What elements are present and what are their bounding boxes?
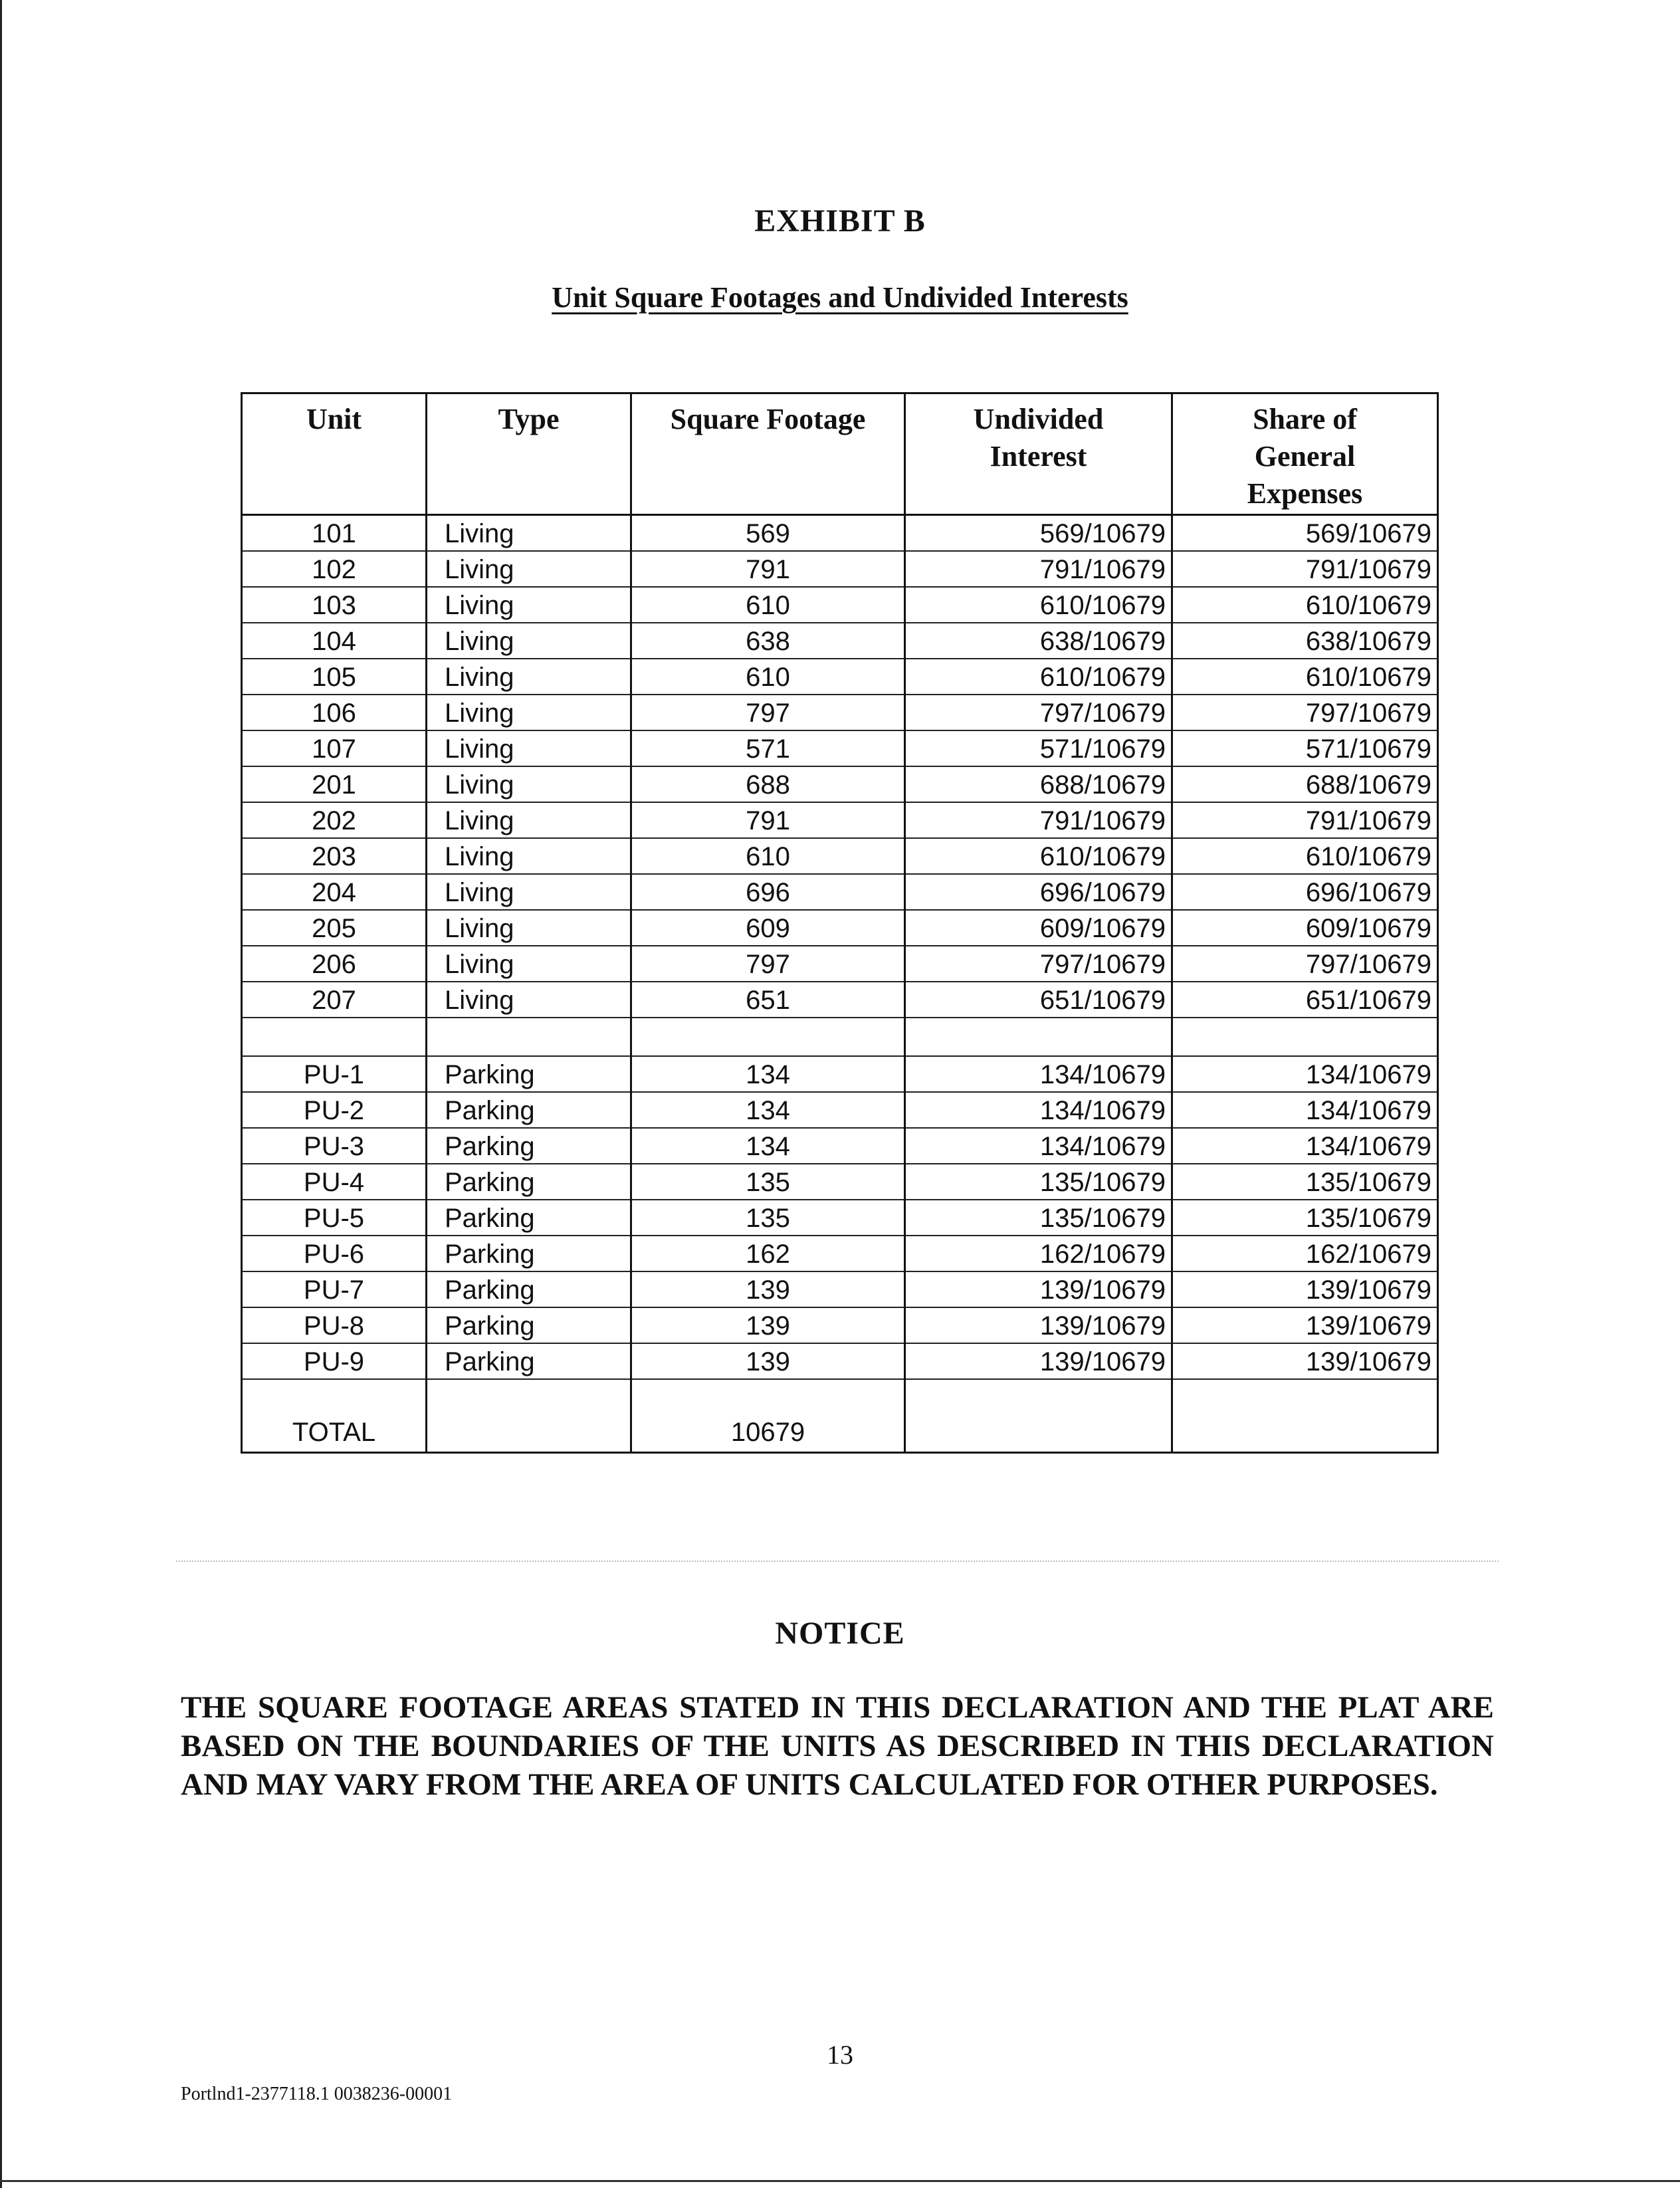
table-row xyxy=(242,982,1438,1018)
share-cell: 797/10679 xyxy=(1172,946,1438,982)
table-header-row xyxy=(242,393,1438,515)
share-cell: 135/10679 xyxy=(1172,1164,1438,1200)
type-cell: Parking xyxy=(427,1236,631,1271)
unit-cell: 102 xyxy=(242,551,427,587)
share-cell: 791/10679 xyxy=(1172,802,1438,838)
table-row xyxy=(242,695,1438,730)
header-square-footage: Square Footage xyxy=(631,393,905,515)
table-row xyxy=(242,587,1438,623)
unit-cell: PU-6 xyxy=(242,1236,427,1271)
unit-cell: 206 xyxy=(242,946,427,982)
unit-cell: PU-5 xyxy=(242,1200,427,1236)
table-row xyxy=(242,1056,1438,1092)
table-row xyxy=(242,623,1438,659)
total-body xyxy=(242,1379,1438,1453)
sqft-cell: 571 xyxy=(631,730,905,766)
interest-cell: 134/10679 xyxy=(905,1128,1172,1164)
type-cell: Living xyxy=(427,802,631,838)
unit-cell: PU-8 xyxy=(242,1307,427,1343)
table-row xyxy=(242,1164,1438,1200)
notice-text: THE SQUARE FOOTAGE AREAS STATED IN THIS DECLARATION AND THE PLAT ARE BASED ON THE BOUNDARIES OF THE UNITS AS DESCRIBED IN THIS DECLARATION AND MAY VARY FROM THE AREA OF UNITS CALCULATED FOR OTHER PURPOSES. xyxy=(181,1690,1494,1802)
sqft-cell: 569 xyxy=(631,515,905,552)
interest-cell: 688/10679 xyxy=(905,766,1172,802)
unit-cell: 204 xyxy=(242,874,427,910)
header-undivided-line1: Undivided xyxy=(973,403,1104,435)
unit-cell: PU-4 xyxy=(242,1164,427,1200)
interest-cell: 134/10679 xyxy=(905,1092,1172,1128)
interest-cell: 638/10679 xyxy=(905,623,1172,659)
unit-cell: 205 xyxy=(242,910,427,946)
type-cell: Parking xyxy=(427,1271,631,1307)
share-cell: 139/10679 xyxy=(1172,1307,1438,1343)
header-undivided-interest xyxy=(905,393,1172,515)
notice-title: NOTICE xyxy=(775,1616,905,1651)
share-cell: 134/10679 xyxy=(1172,1056,1438,1092)
table-row xyxy=(242,874,1438,910)
sqft-cell: 134 xyxy=(631,1056,905,1092)
share-cell: 791/10679 xyxy=(1172,551,1438,587)
interest-cell: 696/10679 xyxy=(905,874,1172,910)
type-cell: Living xyxy=(427,695,631,730)
sqft-cell: 139 xyxy=(631,1271,905,1307)
unit-cell: 202 xyxy=(242,802,427,838)
table-row xyxy=(242,1343,1438,1379)
type-cell: Living xyxy=(427,551,631,587)
type-cell: Living xyxy=(427,659,631,695)
gap-row xyxy=(242,1018,1438,1056)
share-cell: 569/10679 xyxy=(1172,515,1438,552)
sqft-cell: 135 xyxy=(631,1200,905,1236)
type-cell: Living xyxy=(427,982,631,1018)
sqft-cell: 162 xyxy=(631,1236,905,1271)
units-table xyxy=(241,392,1439,1454)
header-share-line2: General xyxy=(1254,440,1356,473)
type-cell: Living xyxy=(427,515,631,552)
divider-rule xyxy=(176,1561,1499,1562)
scan-edge-bottom xyxy=(0,2180,1680,2182)
interest-cell: 569/10679 xyxy=(905,515,1172,552)
sqft-cell: 688 xyxy=(631,766,905,802)
scan-edge-left xyxy=(0,0,2,2188)
type-cell: Living xyxy=(427,623,631,659)
type-cell: Living xyxy=(427,910,631,946)
interest-cell: 797/10679 xyxy=(905,946,1172,982)
interest-cell: 797/10679 xyxy=(905,695,1172,730)
interest-cell: 651/10679 xyxy=(905,982,1172,1018)
interest-cell: 139/10679 xyxy=(905,1343,1172,1379)
unit-cell: PU-7 xyxy=(242,1271,427,1307)
unit-cell: 105 xyxy=(242,659,427,695)
unit-cell: 104 xyxy=(242,623,427,659)
table-row xyxy=(242,766,1438,802)
table-row xyxy=(242,838,1438,874)
interest-cell: 610/10679 xyxy=(905,838,1172,874)
living-units-body xyxy=(242,515,1438,1018)
total-type-empty xyxy=(427,1379,631,1453)
interest-cell: 610/10679 xyxy=(905,659,1172,695)
table-row xyxy=(242,1128,1438,1164)
share-cell: 651/10679 xyxy=(1172,982,1438,1018)
table-row xyxy=(242,802,1438,838)
table-row xyxy=(242,1236,1438,1271)
type-cell: Living xyxy=(427,766,631,802)
share-cell: 610/10679 xyxy=(1172,659,1438,695)
table-row xyxy=(242,1271,1438,1307)
total-share-empty xyxy=(1172,1379,1438,1453)
sqft-cell: 797 xyxy=(631,946,905,982)
header-share-line3: Expenses xyxy=(1247,477,1363,510)
sqft-cell: 696 xyxy=(631,874,905,910)
sqft-cell: 610 xyxy=(631,587,905,623)
type-cell: Parking xyxy=(427,1092,631,1128)
table-row xyxy=(242,910,1438,946)
unit-cell: 203 xyxy=(242,838,427,874)
section-gap xyxy=(242,1018,1438,1056)
interest-cell: 135/10679 xyxy=(905,1164,1172,1200)
share-cell: 134/10679 xyxy=(1172,1128,1438,1164)
type-cell: Parking xyxy=(427,1200,631,1236)
table-row xyxy=(242,515,1438,552)
type-cell: Parking xyxy=(427,1307,631,1343)
unit-cell: 207 xyxy=(242,982,427,1018)
sqft-cell: 651 xyxy=(631,982,905,1018)
table-row xyxy=(242,551,1438,587)
sqft-cell: 791 xyxy=(631,551,905,587)
unit-cell: PU-3 xyxy=(242,1128,427,1164)
interest-cell: 571/10679 xyxy=(905,730,1172,766)
share-cell: 139/10679 xyxy=(1172,1271,1438,1307)
type-cell: Parking xyxy=(427,1128,631,1164)
table-row xyxy=(242,659,1438,695)
interest-cell: 139/10679 xyxy=(905,1307,1172,1343)
unit-cell: 107 xyxy=(242,730,427,766)
total-label: TOTAL xyxy=(242,1379,427,1453)
type-cell: Parking xyxy=(427,1343,631,1379)
page-number: 13 xyxy=(827,2040,853,2070)
header-type: Type xyxy=(427,393,631,515)
table-row xyxy=(242,730,1438,766)
type-cell: Living xyxy=(427,730,631,766)
exhibit-title: EXHIBIT B xyxy=(754,203,926,239)
sqft-cell: 139 xyxy=(631,1307,905,1343)
table-row xyxy=(242,1092,1438,1128)
share-cell: 609/10679 xyxy=(1172,910,1438,946)
sqft-cell: 610 xyxy=(631,838,905,874)
interest-cell: 135/10679 xyxy=(905,1200,1172,1236)
sqft-cell: 791 xyxy=(631,802,905,838)
interest-cell: 791/10679 xyxy=(905,551,1172,587)
total-row xyxy=(242,1379,1438,1453)
unit-cell: PU-1 xyxy=(242,1056,427,1092)
type-cell: Parking xyxy=(427,1164,631,1200)
sqft-cell: 134 xyxy=(631,1128,905,1164)
sqft-cell: 797 xyxy=(631,695,905,730)
sqft-cell: 135 xyxy=(631,1164,905,1200)
share-cell: 135/10679 xyxy=(1172,1200,1438,1236)
total-sqft: 10679 xyxy=(631,1379,905,1453)
unit-cell: PU-9 xyxy=(242,1343,427,1379)
sqft-cell: 139 xyxy=(631,1343,905,1379)
share-cell: 162/10679 xyxy=(1172,1236,1438,1271)
exhibit-subtitle xyxy=(0,280,1680,314)
interest-cell: 134/10679 xyxy=(905,1056,1172,1092)
share-cell: 134/10679 xyxy=(1172,1092,1438,1128)
parking-units-body xyxy=(242,1056,1438,1379)
type-cell: Living xyxy=(427,838,631,874)
share-cell: 610/10679 xyxy=(1172,838,1438,874)
interest-cell: 162/10679 xyxy=(905,1236,1172,1271)
type-cell: Living xyxy=(427,946,631,982)
unit-cell: 103 xyxy=(242,587,427,623)
sqft-cell: 134 xyxy=(631,1092,905,1128)
header-unit: Unit xyxy=(242,393,427,515)
sqft-cell: 610 xyxy=(631,659,905,695)
table-row xyxy=(242,1307,1438,1343)
header-share-line1: Share of xyxy=(1253,403,1357,435)
unit-cell: 101 xyxy=(242,515,427,552)
interest-cell: 791/10679 xyxy=(905,802,1172,838)
header-share-of-general-expenses xyxy=(1172,393,1438,515)
share-cell: 638/10679 xyxy=(1172,623,1438,659)
interest-cell: 139/10679 xyxy=(905,1271,1172,1307)
sqft-cell: 609 xyxy=(631,910,905,946)
type-cell: Parking xyxy=(427,1056,631,1092)
total-interest-empty xyxy=(905,1379,1172,1453)
share-cell: 139/10679 xyxy=(1172,1343,1438,1379)
header-undivided-line2: Interest xyxy=(990,440,1087,473)
interest-cell: 609/10679 xyxy=(905,910,1172,946)
unit-cell: PU-2 xyxy=(242,1092,427,1128)
exhibit-subtitle-text: Unit Square Footages and Undivided Interests xyxy=(552,281,1128,314)
table-row xyxy=(242,946,1438,982)
type-cell: Living xyxy=(427,587,631,623)
sqft-cell: 638 xyxy=(631,623,905,659)
share-cell: 696/10679 xyxy=(1172,874,1438,910)
interest-cell: 610/10679 xyxy=(905,587,1172,623)
table-row xyxy=(242,1200,1438,1236)
unit-cell: 106 xyxy=(242,695,427,730)
share-cell: 797/10679 xyxy=(1172,695,1438,730)
type-cell: Living xyxy=(427,874,631,910)
share-cell: 571/10679 xyxy=(1172,730,1438,766)
unit-cell: 201 xyxy=(242,766,427,802)
share-cell: 610/10679 xyxy=(1172,587,1438,623)
share-cell: 688/10679 xyxy=(1172,766,1438,802)
document-id: Portlnd1-2377118.1 0038236-00001 xyxy=(181,2084,453,2104)
